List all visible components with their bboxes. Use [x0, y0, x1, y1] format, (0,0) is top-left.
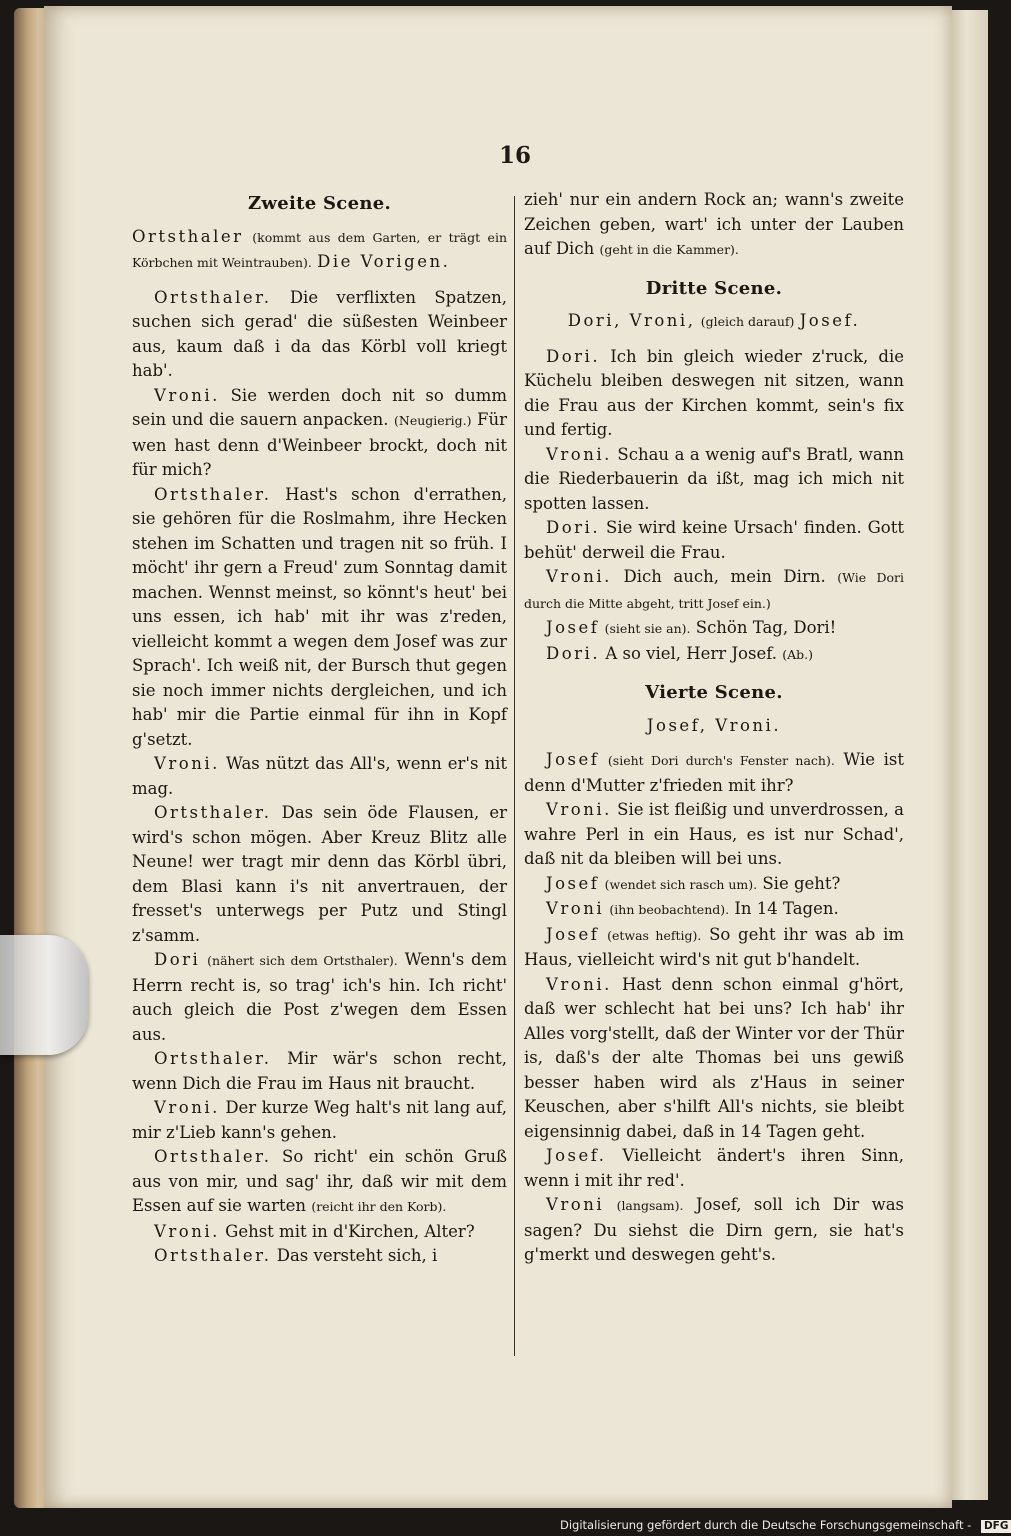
stage-direction: (Neugierig.) — [394, 413, 472, 428]
scene-heading-zweite: Zweite Scene. — [247, 193, 392, 214]
stage-direction: (kommt aus dem Garten, er trägt ein Körbchen mit Weintrauben). — [132, 229, 508, 270]
speaker: Ortsthaler. — [154, 287, 272, 307]
stage-direction: (langsam). — [616, 1198, 684, 1213]
left-column — [132, 188, 507, 1269]
speaker: Vroni. — [546, 444, 612, 464]
stage-direction: (reicht ihr den Korb). — [311, 1199, 447, 1214]
dialogue: Wenn's dem Herrn recht is, so trag' ich's hin. Ich richt' auch gleich die Post z'wegen dem Essen aus. — [132, 950, 508, 1044]
speaker: Vroni — [546, 1195, 605, 1214]
paragraph-r10 — [524, 897, 904, 923]
paragraph-2 — [132, 286, 507, 384]
dialogue: Hast's schon d'errathen, sie gehören für die Roslmahm, ihre Hecken stehen im Schatten und tragen nit so früh. I möcht' ihr gern a Freud' zum Sonntag damit machen. Wennst meinst, so könnt's heut' bei uns essen, ich hab' mit ihr was z'reden, vielleicht kommt a wegen dem Josef was zur Sprach'. Ich weiß nit, der Bursch thut gegen sie noch immer nichts dergleichen, und ich hab' mir die Partie einmal für ihn in Kopf g'setzt. — [132, 484, 507, 749]
paragraph-r3 — [524, 516, 904, 565]
cast-names: Josef. — [799, 311, 861, 330]
paragraph-r6 — [524, 642, 904, 668]
paragraph-r8 — [524, 798, 904, 872]
cast-names: Josef, Vroni. — [646, 715, 782, 735]
paragraph-4 — [132, 483, 507, 753]
speaker: Josef — [546, 873, 600, 893]
dialogue: Mir wär's schon recht, wenn Dich die Frau im Haus nit braucht. — [132, 1049, 508, 1093]
paragraph-5 — [132, 752, 507, 801]
stage-direction: (gleich darauf) — [700, 314, 795, 329]
dialogue: Was nützt das All's, wenn er's nit mag. — [132, 754, 507, 798]
dialogue: Josef, soll ich Dir was sagen? Du siehst die Dirn gern, sie hat's g'merkt und deswegen geht's. — [524, 1195, 904, 1264]
paragraph-7 — [132, 948, 507, 1047]
dialogue: Schön Tag, Dori! — [695, 618, 837, 637]
dialogue: Die verflixten Spatzen, suchen sich gerad' die süßesten Weinbeer aus, kaum daß i da das Körbl voll kriegt hab'. — [132, 287, 507, 380]
paragraph-8 — [132, 1047, 507, 1096]
stage-direction: (Wie Dori durch die Mitte abgeht, tritt Josef ein.) — [524, 570, 904, 611]
dialogue: Sie ist fleißig und unverdrossen, a wahre Perl in ein Haus, es ist nur Schad', daß nit da bleiben will bei uns. — [524, 800, 905, 868]
dialogue: A so viel, Herr Josef. — [605, 643, 777, 663]
next-page-edge — [952, 10, 988, 1500]
cast-names: Dori, Vroni, — [567, 311, 696, 330]
dfg-logo: DFG — [981, 1520, 1011, 1533]
stage-direction: (sieht Dori durch's Fenster nach). — [607, 753, 835, 768]
speaker: Josef. — [546, 1146, 607, 1165]
stage-direction: (ihn beobachtend). — [609, 902, 730, 917]
paragraph-6 — [132, 801, 507, 948]
speaker: Vroni. — [154, 1098, 220, 1117]
dialogue: Für wen hast denn d'Weinbeer brockt, doch nit für mich? — [132, 410, 508, 479]
paragraph-r2 — [524, 443, 904, 517]
dialogue: zieh' nur ein andern Rock an; wann's zweite Zeichen geben, wart' ich unter der Lauben auf Dich — [524, 190, 904, 258]
speaker: Vroni. — [546, 567, 612, 586]
paragraph-1 — [132, 225, 507, 276]
paragraph-9 — [132, 1096, 507, 1145]
dialogue: Dich auch, mein Dirn. — [623, 567, 826, 586]
cast-list-dritte — [524, 309, 904, 335]
paragraph-r14 — [524, 1193, 904, 1268]
dialogue: So richt' ein schön Gruß aus von mir, und sag' ihr, daß wir mit dem Essen auf sie warten — [132, 1147, 507, 1215]
stage-direction: (geht in die Kammer). — [599, 242, 739, 257]
dialogue: Die Vorigen. — [317, 252, 451, 271]
speaker: Vroni. — [546, 800, 612, 819]
speaker: Ortsthaler — [132, 226, 244, 246]
paragraph-r1 — [524, 345, 904, 443]
page-clip — [0, 935, 88, 1055]
dialogue: Sie wird keine Ursach' finden. Gott behüt' derweil die Frau. — [524, 518, 904, 562]
stage-direction: (Ab.) — [782, 646, 813, 662]
digitization-credit — [560, 1518, 1009, 1534]
paragraph-r5 — [524, 616, 904, 642]
speaker: Vroni. — [154, 1221, 220, 1241]
paragraph-r9 — [524, 872, 904, 898]
book-edge-left — [14, 8, 48, 1508]
speaker: Josef — [546, 618, 600, 637]
cast-list-vierte — [524, 714, 904, 739]
scene-heading-dritte: Dritte Scene. — [645, 277, 783, 299]
dialogue: Schau a a wenig auf's Bratl, wann die Riederbauerin da ißt, mag ich mich nit spotten lassen. — [524, 444, 904, 513]
right-column — [524, 188, 904, 1268]
paragraph-continued — [524, 188, 904, 263]
dialogue: In 14 Tagen. — [734, 899, 839, 918]
dialogue: Das sein öde Flausen, er wird's schon mögen. Aber Kreuz Blitz alle Neune! wer tragt mir denn das Körbl übri, dem Blasi kann i's nit anvertrauen, der fresset's unterwegs per Putz und Stingl z'samm. — [132, 803, 508, 945]
paragraph-11 — [132, 1220, 507, 1245]
speaker: Dori. — [546, 346, 601, 366]
stage-direction: (etwas heftig). — [607, 927, 702, 943]
credit-text: Digitalisierung gefördert durch die Deutsche Forschungsgemeinschaft - — [560, 1518, 972, 1532]
paragraph-r11 — [524, 923, 904, 973]
paragraph-10 — [132, 1145, 507, 1220]
paragraph-3 — [132, 384, 507, 483]
dialogue: So geht ihr was ab im Haus, vielleicht wird's nit gut b'handelt. — [524, 924, 904, 969]
speaker: Ortsthaler. — [154, 484, 272, 504]
dialogue: Wie ist denn d'Mutter z'frieden mit ihr? — [524, 750, 904, 795]
stage-direction: (nähert sich dem Ortsthaler). — [207, 953, 398, 968]
speaker: Ortsthaler. — [154, 1147, 272, 1166]
paragraph-r13 — [524, 1144, 904, 1193]
dialogue: Der kurze Weg halt's nit lang auf, mir z'Lieb kann's gehen. — [132, 1098, 508, 1142]
scene-heading-vierte: Vierte Scene. — [645, 682, 783, 703]
speaker: Ortsthaler. — [154, 803, 272, 822]
speaker: Vroni. — [154, 385, 220, 405]
dialogue: Das versteht sich, i — [276, 1246, 438, 1265]
speaker: Josef — [546, 924, 600, 944]
speaker: Vroni. — [546, 974, 612, 994]
paragraph-r4 — [524, 565, 904, 616]
dialogue: Sie werden doch nit so dumm sein und die sauern anpacken. — [132, 385, 507, 429]
dialogue: Ich bin gleich wieder z'ruck, die Küchelu bleiben deswegen nit sitzen, wann die Frau aus der Kirchen kommt, sein's fix und fertig. — [524, 346, 904, 439]
speaker: Ortsthaler. — [154, 1246, 272, 1265]
paragraph-r7 — [524, 748, 904, 798]
speaker: Vroni — [546, 899, 605, 918]
stage-direction: (sieht sie an). — [604, 621, 691, 636]
speaker: Dori — [154, 950, 201, 969]
speaker: Vroni. — [154, 754, 220, 773]
page-number: 16 — [498, 142, 531, 169]
speaker: Josef — [546, 750, 600, 769]
paragraph-r12 — [524, 973, 904, 1145]
dialogue: Gehst mit in d'Kirchen, Alter? — [225, 1221, 475, 1241]
speaker: Dori. — [546, 643, 601, 663]
speaker: Dori. — [546, 518, 601, 537]
paragraph-12 — [132, 1244, 507, 1269]
dialogue: Sie geht? — [762, 873, 841, 893]
stage-direction: (wendet sich rasch um). — [604, 876, 758, 892]
dialogue: Vielleicht ändert's ihren Sinn, wenn i mit ihr red'. — [524, 1146, 904, 1190]
column-divider — [514, 196, 515, 1356]
speaker: Ortsthaler. — [154, 1049, 272, 1068]
dialogue: Hast denn schon einmal g'hört, daß wer schlecht hat bei uns? Ich hab' ihr Alles vorg'stellt, daß der Winter vor der Thür is, daß's der alte Thomas bei uns gewiß besser haben wird als z'Haus in seiner Keuschen, aber s'hilft All's nichts, sie bleibt eigensinnig dabei, daß in 14 Tagen geht. — [524, 974, 904, 1141]
